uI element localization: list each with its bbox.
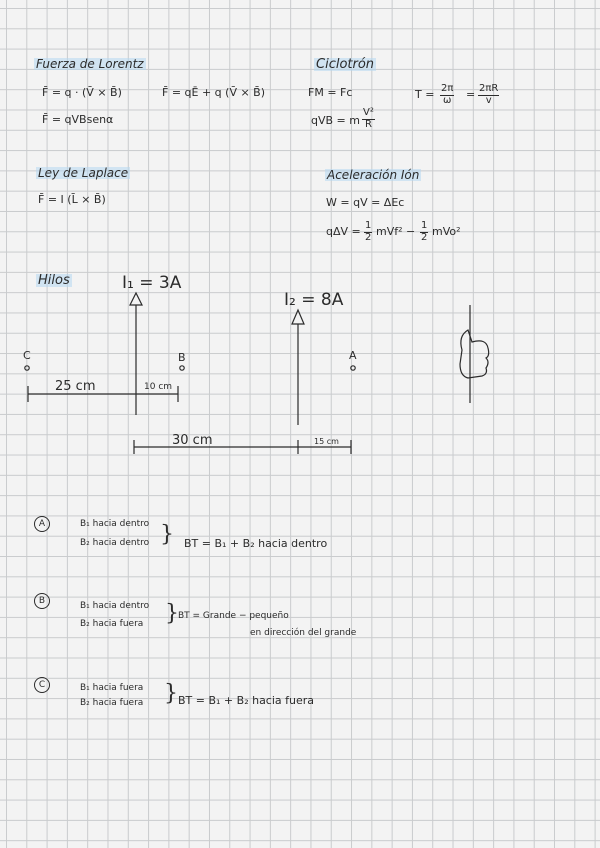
point-c-marker <box>25 366 29 370</box>
ion-eq-1: W = qV = ΔEc <box>326 196 405 209</box>
ion-eq-2-right: mVo² <box>432 225 461 238</box>
period-fraction-2: $\frac{2\pi R}{v}$ <box>479 83 499 106</box>
lorentz-eq-2: F̄ = qĒ + q (V̄ × B̄) <box>162 86 266 99</box>
period-label: T = <box>415 88 435 101</box>
wires-title: Hilos <box>38 273 70 288</box>
answer-b-line-1: B₁ hacia dentro <box>80 601 150 611</box>
answer-c-brace: } <box>164 681 178 706</box>
point-b-marker <box>180 366 184 370</box>
ion-title: Aceleración Ión <box>327 168 420 182</box>
ion-half-1: $\frac{1}{2}$ <box>365 220 372 243</box>
answer-b-line-2: B₂ hacia fuera <box>80 619 144 629</box>
answer-a-line-2: B₂ hacia dentro <box>80 538 150 548</box>
wire-2-arrow <box>292 310 304 324</box>
period-fraction-1: $\frac{2\pi}{\omega}$ <box>441 83 454 106</box>
answer-c-line-1: B₁ hacia fuera <box>80 683 144 693</box>
cyclotron-fraction: $\frac{\text{V²}}{R}$ <box>363 107 374 130</box>
laplace-title: Ley de Laplace <box>38 166 129 180</box>
point-b-label: B <box>178 351 186 364</box>
distance-15-label: 15 cm <box>314 437 339 446</box>
answer-a-brace: } <box>160 522 174 547</box>
current-2-label: I₂ = 8A <box>284 290 344 310</box>
cyclotron-title: Ciclotrón <box>316 57 375 72</box>
ion-eq-2-left: qΔV = <box>326 225 361 238</box>
point-a-label: A <box>349 349 357 362</box>
distance-30-label: 30 cm <box>172 433 213 448</box>
lorentz-title: Fuerza de Lorentz <box>36 57 144 71</box>
ion-eq-2-mid: mVf² − <box>376 225 416 238</box>
answer-c-result: BT = B₁ + B₂ hacia fuera <box>178 694 315 707</box>
point-c-label: C <box>23 349 31 362</box>
answer-a-result: BT = B₁ + B₂ hacia dentro <box>184 537 328 550</box>
lorentz-eq-1: F̄ = q · (V̄ × B̄) <box>42 86 122 99</box>
cyclotron-eq-1: FM = Fc <box>308 86 353 99</box>
current-1-label: I₁ = 3A <box>122 273 182 293</box>
distance-10-label: 10 cm <box>144 382 173 392</box>
answer-c-marker: C <box>34 677 50 693</box>
answer-a-line-1: B₁ hacia dentro <box>80 519 150 529</box>
answer-c-line-2: B₂ hacia fuera <box>80 698 144 708</box>
answer-b-brace: } <box>165 601 179 626</box>
answer-a-marker: A <box>34 516 50 532</box>
lorentz-eq-3: F̄ = qVBsenα <box>42 113 114 126</box>
answer-b-note: en dirección del grande <box>250 628 357 638</box>
period-equals: = <box>466 88 476 101</box>
wire-1-arrow <box>130 293 142 305</box>
distance-25-label: 25 cm <box>55 379 96 394</box>
answer-b-marker: B <box>34 593 50 609</box>
cyclotron-eq-2: qVB = m <box>311 114 360 127</box>
answer-b-result: BT = Grande − pequeño <box>178 611 289 621</box>
laplace-eq-1: F̄ = I (L̄ × B̄) <box>38 193 106 206</box>
right-hand-icon <box>460 330 489 378</box>
ion-half-2: $\frac{1}{2}$ <box>421 220 428 243</box>
point-a-marker <box>351 366 355 370</box>
